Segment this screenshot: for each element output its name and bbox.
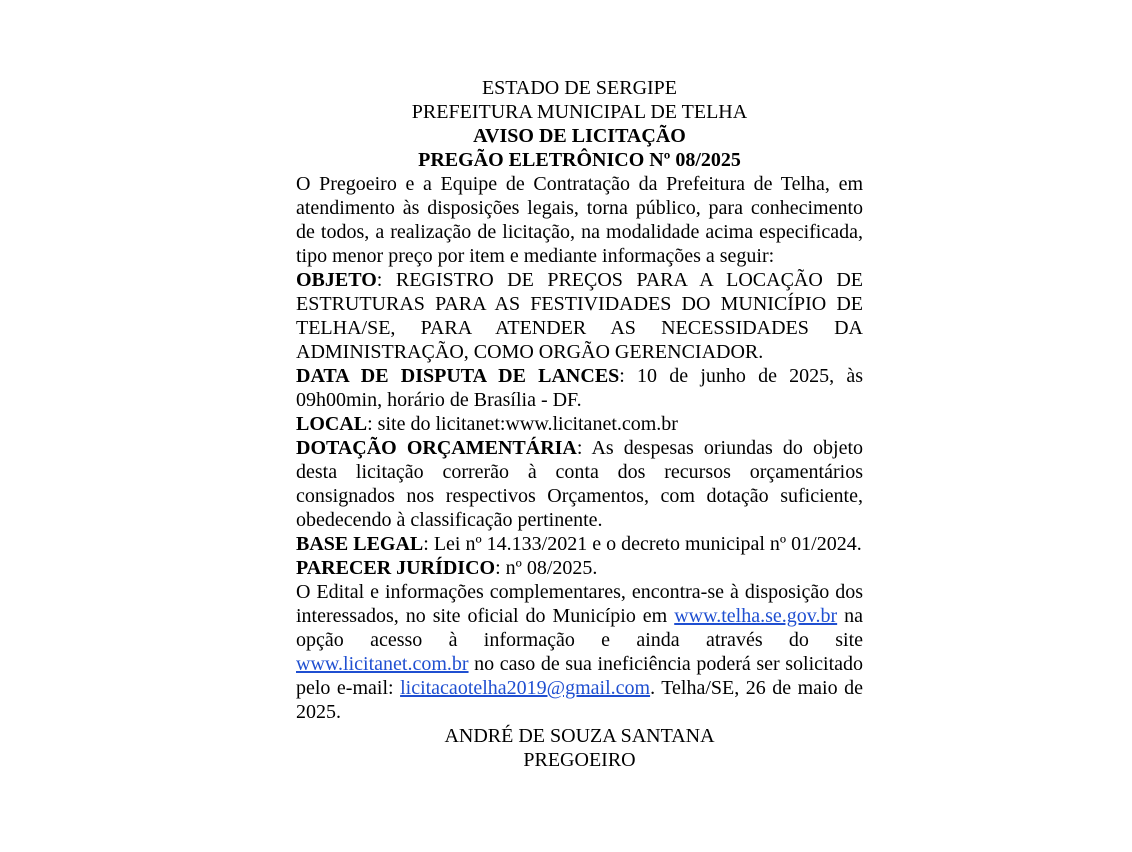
- data-disputa-label: DATA DE DISPUTA DE LANCES: [296, 365, 620, 387]
- data-disputa-paragraph: [296, 364, 863, 412]
- telha-site-link[interactable]: www.telha.se.gov.br: [674, 605, 838, 627]
- closing-paragraph: [296, 580, 863, 724]
- prefecture-heading: PREFEITURA MUNICIPAL DE TELHA: [411, 101, 748, 123]
- objeto-text: : REGISTRO DE PREÇOS PARA A LOCAÇÃO DE ESTRUTURAS PARA AS FESTIVIDADES DO MUNICÍPIO DE TELHA/SE, PARA ATENDER AS NECESSIDADES DA ADMINISTRAÇÃO, COMO ORGÃO GERENCIADOR.: [296, 269, 863, 363]
- local-text: : site do licitanet:www.licitanet.com.br: [367, 413, 678, 435]
- dotacao-text: : As despesas oriundas do objeto desta licitação correrão à conta dos recursos orçamentários consignados nos respectivos Orçamentos, com dotação suficiente, obedecendo à classificação pertinente.: [296, 437, 864, 531]
- closing-text-4: . Telha/SE, 26 de maio de 2025.: [296, 677, 863, 723]
- closing-text-1: O Edital e informações complementares, encontra-se à disposição dos interessados, no site oficial do Município em: [296, 581, 863, 627]
- base-legal-label: BASE LEGAL: [296, 533, 424, 555]
- notice-document: [296, 76, 863, 772]
- parecer-paragraph: [296, 556, 863, 580]
- notice-title: AVISO DE LICITAÇÃO: [473, 125, 686, 147]
- signatory-role: PREGOEIRO: [523, 749, 636, 771]
- licitanet-site-link[interactable]: www.licitanet.com.br: [296, 653, 469, 675]
- parecer-label: PARECER JURÍDICO: [296, 557, 496, 579]
- local-paragraph: [296, 412, 863, 436]
- dotacao-paragraph: [296, 436, 863, 532]
- objeto-label: OBJETO: [296, 269, 377, 291]
- base-legal-text: : Lei nº 14.133/2021 e o decreto municipal nº 01/2024.: [423, 533, 862, 555]
- closing-text-3: no caso de sua ineficiência poderá ser solicitado pelo e-mail:: [296, 653, 863, 699]
- state-heading: ESTADO DE SERGIPE: [481, 77, 678, 99]
- data-disputa-text: : 10 de junho de 2025, às 09h00min, horário de Brasília - DF.: [296, 365, 863, 411]
- intro-paragraph: O Pregoeiro e a Equipe de Contratação da Prefeitura de Telha, em atendimento às disposições legais, torna público, para conhecimento de todos, a realização de licitação, na modalidade acima especificada, tipo menor preço por item e mediante informações a seguir:: [296, 173, 863, 267]
- dotacao-label: DOTAÇÃO ORÇAMENTÁRIA: [296, 437, 577, 459]
- base-legal-paragraph: [296, 532, 863, 556]
- local-label: LOCAL: [296, 413, 368, 435]
- signatory-name: ANDRÉ DE SOUZA SANTANA: [444, 725, 715, 747]
- objeto-paragraph: [296, 268, 863, 364]
- parecer-text: : nº 08/2025.: [495, 557, 598, 579]
- auction-title: PREGÃO ELETRÔNICO Nº 08/2025: [418, 149, 741, 171]
- email-link[interactable]: licitacaotelha2019@gmail.com: [400, 677, 651, 699]
- closing-text-2: na opção acesso à informação e ainda através do site: [296, 605, 863, 651]
